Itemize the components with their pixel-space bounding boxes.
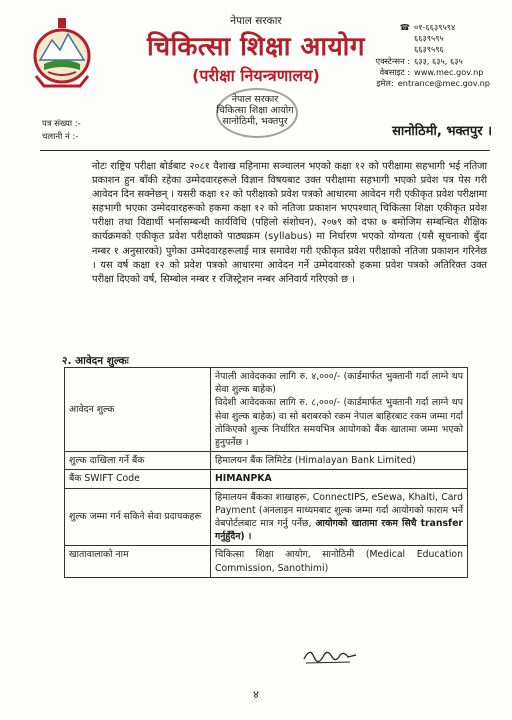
reference-number-label: पत्र संख्या :- bbox=[42, 119, 81, 129]
office-name: (परीक्षा नियन्त्रणालय) bbox=[192, 66, 320, 85]
commission-name: चिकित्सा शिक्षा आयोग bbox=[146, 32, 366, 62]
website-label: वेबसाइट : bbox=[379, 66, 410, 77]
account-holder-label: खातावालाको नाम bbox=[65, 546, 211, 577]
fee-line: विदेशी आवेदकका लागि रु. ८,०००/- (कार्डमार्फत भुक्तानी गर्दा लाग्ने थप सेवा शुल्क बाहेक) वा सो बराबरको रकम नेपाल बाहिरबाट रकम जम्मा गर्दा तोकिएको शुल्क निर्धारित समयभित्र आयोगको बैंक खातामा जम्मा भएको हुनुपर्नेछ । bbox=[215, 397, 463, 449]
providers-details bbox=[211, 488, 468, 546]
table-row bbox=[65, 488, 468, 546]
phone-icon: ☎ bbox=[399, 22, 410, 32]
phone-line: ६६३९५९५ bbox=[414, 33, 444, 44]
table-row bbox=[65, 368, 468, 452]
dispatch-number-label: चलानी नं :- bbox=[42, 132, 79, 142]
website-link[interactable]: www.mec.gov.np bbox=[414, 66, 484, 77]
fee-label: आवेदन शुल्क bbox=[65, 368, 211, 452]
signature bbox=[300, 643, 360, 669]
office-address: सानोठिमी, भक्तपुर । bbox=[392, 124, 492, 139]
bank-value: हिमालयन बैंक लिमिटेड (Himalayan Bank Limited) bbox=[211, 452, 468, 470]
providers-line: आयोगको खातामा रकम सिधै transfer गर्नुहुँदैन) । bbox=[215, 518, 463, 543]
extension-value: ६३३, ६३५, ६३५ bbox=[414, 55, 463, 66]
swift-label: बैंक SWIFT Code bbox=[65, 470, 211, 488]
note-paragraph: नोटः राष्ट्रिय परीक्षा बोर्डबाट २०८१ वैशाख महिनामा सञ्चालन भएको कक्षा १२ को परीक्षामा सहभागी भई नतिजा प्रकाशन हुन बाँकी रहेका उम्मेदवारहरूले विज्ञान विषयबाट उक्त परीक्षामा सहभागी भएको प्रवेश पत्र पेस गरी आवेदन दिन सक्नेछन् । यसरी कक्षा १२ को परीक्षाको प्रवेश पत्रको आधारमा आवेदन गरी एकीकृत प्रवेश परीक्षामा सहभागी भएका उम्मेदवारहरूको हकमा कक्षा १२ को नतिजा प्रकाशन भएपश्चात् चिकित्सा शिक्षा एकीकृत प्रवेश परीक्षा तथा विद्यार्थी भर्नासम्बन्धी कार्यविधि (पहिलो संशोधन), २०७९ को दफा ७ बमोजिम सम्बन्धित शैक्षिक कार्यक्रमको एकीकृत प्रवेश परीक्षाको पाठ्यक्रम (syllabus) मा निर्धारण भएको योग्यता (यसै सूचनाको बुँदा नम्बर १ अनुसारको) पुगेका उम्मेदवारहरूलाई मात्र समावेश गरी एकीकृत प्रवेश परीक्षाको नतिजा प्रकाशन गरिनेछ । यस वर्ष कक्षा १२ को प्रवेश पत्रको आधारमा आवेदन गर्ने उम्मेदवारको हकमा प्रवेश पत्रको अतिरिक्त उक्त परीक्षा दिएको वर्ष, सिम्बोल नम्बर र रजिस्ट्रेशन नम्बर अनिवार्य गरिएको छ । bbox=[92, 161, 487, 285]
section-heading: २. आवेदन शुल्कः bbox=[62, 355, 129, 367]
email-label: इमेल: bbox=[376, 78, 394, 89]
extension-label: एक्स्टेन्सन : bbox=[375, 55, 410, 66]
fee-details bbox=[211, 368, 468, 452]
phone-line: ६६३९५९६ bbox=[414, 44, 444, 55]
account-holder-value: चिकित्सा शिक्षा आयोग, सानोठिमी (Medical Education Commission, Sanothimi) bbox=[211, 546, 468, 577]
table-row bbox=[65, 470, 468, 488]
stamp-line: नेपाल सरकार bbox=[231, 94, 279, 105]
phone-line: ०१-६६३९५९४ bbox=[414, 22, 456, 32]
fee-line: नेपाली आवेदकका लागि रु. ४,०००/- (कार्डमार्फत भुक्तानी गर्दा लाग्ने थप सेवा शुल्क बाहेक) bbox=[215, 371, 463, 396]
swift-value: HIMANPKA bbox=[211, 470, 468, 488]
providers-label: शुल्क जम्मा गर्न सकिने सेवा प्रदायकहरू bbox=[65, 488, 211, 546]
bank-label: शुल्क दाखिला गर्ने बैंक bbox=[65, 452, 211, 470]
email-link[interactable]: entrance@mec.gov.np bbox=[397, 78, 490, 89]
office-stamp-text bbox=[205, 94, 305, 127]
header-divider bbox=[40, 150, 490, 151]
providers-line: हिमालयन बैंकका शाखाहरू, ConnectIPS, eSewa, Khalti, Card Payment (अनलाइन माध्यमबाट शुल्क जम्मा गर्दा आयोगको फाराम भर्ने वेबपोर्टलबाट मात्र गर्नु पर्नेछ, bbox=[215, 491, 463, 530]
stamp-line: सानोठिमी, भक्तपुर bbox=[222, 116, 288, 127]
table-row bbox=[65, 452, 468, 470]
table-row bbox=[65, 546, 468, 577]
stamp-line: चिकित्सा शिक्षा आयोग bbox=[216, 105, 294, 116]
contact-block bbox=[340, 22, 490, 89]
fee-table bbox=[64, 367, 468, 578]
government-name: नेपाल सरकार bbox=[230, 15, 282, 27]
page-number: ४ bbox=[253, 688, 259, 701]
